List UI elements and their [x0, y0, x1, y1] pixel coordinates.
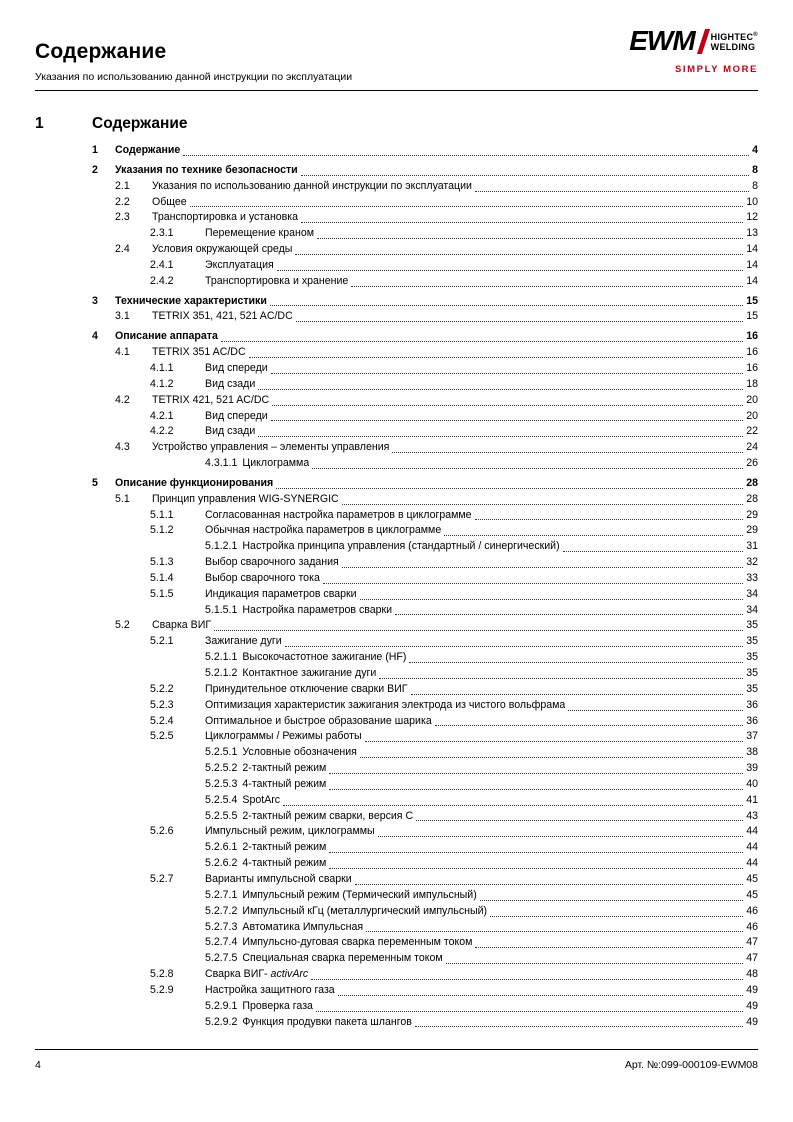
- toc-entry-page: 31: [746, 540, 758, 553]
- toc-entry-page: 18: [746, 377, 758, 390]
- dotted-leader: [392, 452, 743, 453]
- toc-entry-page: 46: [746, 920, 758, 933]
- toc-entry-page: 47: [746, 936, 758, 949]
- page-footer: [35, 1049, 758, 1071]
- toc-entry-title: Выбор сварочного тока: [205, 571, 320, 584]
- toc-entry-number: 4.1.1: [150, 361, 174, 374]
- toc-entry-page: 29: [746, 524, 758, 537]
- toc-entry-number: 5.2.5.1: [205, 746, 238, 759]
- toc-row: [92, 745, 758, 761]
- toc-entry-number: 4.1: [115, 346, 130, 359]
- toc-row: [92, 840, 758, 856]
- dotted-leader: [342, 567, 743, 568]
- toc-entry-title: Проверка газа: [242, 999, 313, 1012]
- toc-entry-title: Варианты импульсной сварки: [205, 872, 352, 885]
- toc-entry-number: 5.2.5.5: [205, 809, 238, 822]
- toc-entry-number: 5.2.5.4: [205, 793, 238, 806]
- toc-entry-title: Устройство управления – элементы управления: [152, 441, 390, 454]
- section-heading: [35, 115, 758, 133]
- toc-row: [92, 294, 758, 310]
- dotted-leader: [411, 694, 744, 695]
- toc-entry-number: 2.2: [115, 195, 130, 208]
- toc-entry-number: 5.2.7.4: [205, 936, 238, 949]
- toc-row: [92, 824, 758, 840]
- dotted-leader: [366, 931, 743, 932]
- toc-entry-page: 20: [746, 409, 758, 422]
- dotted-leader: [409, 662, 743, 663]
- registered-mark: ®: [753, 31, 758, 38]
- dotted-leader: [271, 420, 744, 421]
- footer-page-number: 4: [35, 1059, 41, 1071]
- toc-row: [92, 935, 758, 951]
- toc-entry-number: 2.4.2: [150, 274, 174, 287]
- dotted-leader: [190, 206, 744, 207]
- toc-entry-number: 5.1: [115, 492, 130, 505]
- toc-entry-title: 4-тактный режим: [242, 777, 327, 790]
- toc-entry-page: 44: [746, 825, 758, 838]
- toc-entry-page: 43: [746, 809, 758, 822]
- toc-entry-number: 5.2: [115, 619, 130, 632]
- toc-entry-page: 14: [746, 243, 758, 256]
- toc-entry-number: 5.2.6.2: [205, 857, 238, 870]
- dotted-leader: [277, 270, 743, 271]
- toc-entry-page: 13: [746, 227, 758, 240]
- toc-row: [92, 274, 758, 290]
- dotted-leader: [416, 820, 743, 821]
- dotted-leader: [295, 254, 743, 255]
- toc-row: [92, 409, 758, 425]
- toc-entry-number: 5.1.5.1: [205, 603, 238, 616]
- toc-entry-title: Вид спереди: [205, 361, 268, 374]
- logo-line1: HIGHTEC®: [710, 31, 758, 42]
- toc-entry-page: 16: [746, 346, 758, 359]
- toc-entry-page: 38: [746, 746, 758, 759]
- toc-row: [92, 210, 758, 226]
- logo-tagline: SIMPLY MORE: [674, 64, 758, 75]
- toc-entry-title: Принудительное отключение сварки ВИГ: [205, 682, 408, 695]
- toc-entry-number: 4.2.1: [150, 409, 174, 422]
- toc-row: [92, 983, 758, 999]
- toc-entry-page: 49: [746, 983, 758, 996]
- toc-entry-page: 15: [746, 294, 758, 307]
- toc-entry-page: 37: [746, 730, 758, 743]
- dotted-leader: [415, 1026, 743, 1027]
- dotted-leader: [183, 155, 749, 156]
- toc-entry-page: 15: [746, 310, 758, 323]
- logo-slash-icon: [698, 29, 706, 54]
- toc-entry-number: 5.2.3: [150, 698, 174, 711]
- toc-entry-number: 5.2.7.3: [205, 920, 238, 933]
- toc-entry-page: 14: [746, 274, 758, 287]
- toc-row: [92, 309, 758, 325]
- toc-entry-title: Циклограмма: [242, 457, 310, 470]
- toc-entry-number: 5.2.9.1: [205, 999, 238, 1012]
- dotted-leader: [475, 519, 744, 520]
- toc-row: [92, 888, 758, 904]
- ewm-logo-row: [629, 25, 758, 56]
- toc-entry-title: Специальная сварка переменным током: [242, 952, 443, 965]
- toc-row: [92, 951, 758, 967]
- toc-entry-number: 5.1.3: [150, 556, 174, 569]
- toc-entry-page: 40: [746, 777, 758, 790]
- dotted-leader: [351, 286, 743, 287]
- toc-entry-page: 12: [746, 211, 758, 224]
- toc-row: [92, 143, 758, 159]
- toc-row: [92, 682, 758, 698]
- toc-entry-page: 35: [746, 682, 758, 695]
- toc-row: [92, 793, 758, 809]
- toc-entry-page: 46: [746, 904, 758, 917]
- toc-entry-number: 5.2.7.2: [205, 904, 238, 917]
- dotted-leader: [317, 238, 743, 239]
- toc-entry-page: 49: [746, 1015, 758, 1028]
- toc-row: [92, 440, 758, 456]
- toc-row: [92, 714, 758, 730]
- toc-entry-page: 16: [746, 330, 758, 343]
- toc-entry-title: Обычная настройка параметров в циклограмме: [205, 524, 442, 537]
- page-header: [35, 0, 758, 91]
- dotted-leader: [311, 979, 743, 980]
- dotted-leader: [312, 468, 743, 469]
- toc-row: [92, 872, 758, 888]
- toc-row: [92, 920, 758, 936]
- toc-entry-number: 2: [92, 163, 98, 176]
- toc-entry-title: Вид сзади: [205, 425, 256, 438]
- toc-entry-number: 4: [92, 330, 98, 343]
- toc-entry-number: 5.2.5: [150, 730, 174, 743]
- toc-row: [92, 361, 758, 377]
- toc-entry-title: Зажигание дуги: [205, 635, 282, 648]
- dotted-leader: [329, 852, 743, 853]
- toc-entry-title: TETRIX 351 AC/DC: [152, 346, 246, 359]
- toc-entry-title: Вид спереди: [205, 409, 268, 422]
- dotted-leader: [355, 884, 744, 885]
- toc-entry-page: 48: [746, 968, 758, 981]
- toc-entry-title: Сварка ВИГ: [152, 619, 212, 632]
- footer-divider: [35, 1049, 758, 1050]
- toc-entry-number: 5.1.4: [150, 571, 174, 584]
- toc-entry-title: Импульсный режим (Термический импульсный): [242, 888, 477, 901]
- toc-entry-title: Содержание: [115, 144, 181, 156]
- header-divider: [35, 90, 758, 91]
- toc-row: [92, 393, 758, 409]
- ewm-wordmark: EWM: [629, 25, 695, 56]
- toc-entry-number: 5.2.6.1: [205, 841, 238, 854]
- toc-entry-page: 10: [746, 195, 758, 208]
- dotted-leader: [258, 436, 743, 437]
- toc-row: [92, 650, 758, 666]
- toc-entry-page: 39: [746, 762, 758, 775]
- toc-entry-title: Автоматика Импульсная: [242, 920, 364, 933]
- section-number: 1: [35, 115, 44, 132]
- dotted-leader: [296, 321, 743, 322]
- toc-entry-title: Импульсно-дуговая сварка переменным током: [242, 936, 473, 949]
- toc-entry-number: 5.2.1: [150, 635, 174, 648]
- toc-entry-title: 2-тактный режим: [242, 841, 327, 854]
- toc-entry-title: Индикация параметров сварки: [205, 587, 357, 600]
- toc-entry-page: 32: [746, 556, 758, 569]
- toc-entry-title: Настройка принципа управления (стандартный / синергический): [242, 540, 560, 553]
- dotted-leader: [480, 900, 743, 901]
- toc-entry-page: 35: [746, 635, 758, 648]
- toc-row: [92, 904, 758, 920]
- toc-entry-page: 22: [746, 425, 758, 438]
- dotted-leader: [475, 947, 743, 948]
- toc-entry-number: 5.2.1.1: [205, 651, 238, 664]
- dotted-leader: [435, 725, 743, 726]
- toc-entry-number: 5.1.2: [150, 524, 174, 537]
- dotted-leader: [249, 357, 744, 358]
- dotted-leader: [271, 373, 744, 374]
- toc-entry-page: 20: [746, 393, 758, 406]
- toc-entry-number: 5.2.2: [150, 682, 174, 695]
- toc-entry-title: Условные обозначения: [242, 746, 357, 759]
- toc-row: [92, 226, 758, 242]
- toc-entry-number: 5.2.1.2: [205, 667, 238, 679]
- dotted-leader: [329, 868, 743, 869]
- toc-entry-page: 36: [746, 714, 758, 727]
- toc-row: [92, 587, 758, 603]
- toc-row: [92, 195, 758, 211]
- toc-row: [92, 242, 758, 258]
- dotted-leader: [378, 836, 744, 837]
- toc-entry-page: 44: [746, 841, 758, 854]
- toc-entry-title: Настройка параметров сварки: [242, 603, 393, 616]
- dotted-leader: [329, 773, 743, 774]
- toc-row: [92, 508, 758, 524]
- dotted-leader: [272, 405, 743, 406]
- toc-row: [92, 618, 758, 634]
- dotted-leader: [316, 1011, 743, 1012]
- toc-row: [92, 761, 758, 777]
- toc-row: [92, 603, 758, 619]
- toc-entry-page: 29: [746, 508, 758, 521]
- section-title: Содержание: [92, 115, 188, 132]
- dotted-leader: [342, 504, 743, 505]
- dotted-leader: [214, 630, 743, 631]
- toc-row: [92, 258, 758, 274]
- toc-entry-title: Общее: [152, 195, 187, 208]
- toc-row: [92, 492, 758, 508]
- toc-entry-number: 5.2.4: [150, 714, 174, 727]
- toc-row: [92, 329, 758, 345]
- toc-entry-title: TETRIX 421, 521 AC/DC: [152, 393, 270, 406]
- toc-entry-number: 5.2.5.2: [205, 762, 238, 775]
- toc-entry-title: Выбор сварочного задания: [205, 556, 339, 569]
- dotted-leader: [360, 757, 743, 758]
- toc-entry-page: 14: [746, 258, 758, 271]
- toc-row: [92, 179, 758, 195]
- footer-row: [35, 1059, 758, 1071]
- toc-entry-title: Принцип управления WIG-SYNERGIC: [152, 492, 339, 505]
- toc-entry-number: 4.1.2: [150, 377, 174, 390]
- toc-entry-number: 1: [92, 144, 98, 156]
- toc-entry-title: Перемещение краном: [205, 227, 314, 240]
- toc-row: [92, 571, 758, 587]
- dotted-leader: [338, 995, 744, 996]
- dotted-leader: [323, 583, 743, 584]
- dotted-leader: [221, 341, 743, 342]
- toc-entry-title: Указания по использованию данной инструкции по эксплуатации: [152, 179, 472, 192]
- toc-entry-number: 2.3: [115, 211, 130, 224]
- toc-entry-title: 2-тактный режим сварки, версия C: [242, 809, 414, 822]
- toc-entry-title: Транспортировка и хранение: [205, 274, 349, 287]
- dotted-leader: [276, 488, 743, 489]
- toc-entry-title: 4-тактный режим: [242, 857, 327, 870]
- toc-entry-title: Оптимальное и быстрое образование шарика: [205, 714, 432, 727]
- toc-entry-page: 26: [746, 457, 758, 470]
- toc-entry-title: Циклограммы / Режимы работы: [205, 730, 362, 743]
- toc-entry-page: 35: [746, 651, 758, 664]
- toc-entry-title: Настройка защитного газа: [205, 983, 335, 996]
- toc-entry-page: 35: [746, 619, 758, 632]
- toc-entry-title-italic: activArc: [270, 968, 309, 981]
- header-subtitle: Указания по использованию данной инструкции по эксплуатации: [35, 71, 353, 83]
- toc-entry-page: 4: [752, 144, 758, 156]
- toc-entry-number: 3.1: [115, 310, 130, 323]
- dotted-leader: [563, 551, 744, 552]
- toc-entry-title: Импульсный режим, циклограммы: [205, 825, 375, 838]
- dotted-leader: [475, 191, 749, 192]
- toc-row: [92, 1015, 758, 1031]
- toc-entry-page: 45: [746, 888, 758, 901]
- toc-entry-number: 5.2.7.1: [205, 888, 238, 901]
- toc-row: [92, 377, 758, 393]
- toc-entry-title: Высокочастотное зажигание (HF): [242, 651, 407, 664]
- toc-entry-number: 5.1.1: [150, 508, 174, 521]
- toc-entry-title: TETRIX 351, 421, 521 AC/DC: [152, 310, 293, 323]
- toc-row: [92, 424, 758, 440]
- toc-entry-page: 35: [746, 667, 758, 679]
- dotted-leader: [301, 175, 749, 176]
- toc-entry-title: Вид сзади: [205, 377, 256, 390]
- toc-entry-number: 5.2.7.5: [205, 952, 238, 965]
- toc-row: [92, 345, 758, 361]
- toc-entry-page: 24: [746, 441, 758, 454]
- toc-entry-page: 47: [746, 952, 758, 965]
- logo-slash-bar: [697, 29, 710, 54]
- toc-row: [92, 999, 758, 1015]
- toc-entry-number: 5.2.6: [150, 825, 174, 838]
- dotted-leader: [444, 535, 743, 536]
- dotted-leader: [258, 389, 743, 390]
- toc-entry-title: Функция продувки пакета шлангов: [242, 1015, 412, 1028]
- toc-entry-page: 34: [746, 587, 758, 600]
- toc-entry-page: 49: [746, 999, 758, 1012]
- dotted-leader: [365, 741, 744, 742]
- toc-entry-number: 5.1.5: [150, 587, 174, 600]
- toc-entry-number: 2.1: [115, 179, 130, 192]
- toc-entry-title: Указания по технике безопасности: [115, 163, 298, 176]
- toc-entry-number: 5.2.8: [150, 968, 174, 981]
- toc-entry-number: 5.1.2.1: [205, 540, 238, 553]
- toc-row: [92, 698, 758, 714]
- toc-entry-number: 4.3.1.1: [205, 457, 238, 470]
- toc-entry-number: 2.4: [115, 243, 130, 256]
- toc-row: [92, 666, 758, 682]
- dotted-leader: [395, 614, 743, 615]
- toc-row: [92, 856, 758, 872]
- toc-entry-page: 45: [746, 872, 758, 885]
- dotted-leader: [379, 678, 743, 679]
- dotted-leader: [360, 599, 744, 600]
- logo-line2: WELDING: [710, 42, 756, 52]
- toc-entry-number: 5.2.7: [150, 872, 174, 885]
- dotted-leader: [568, 710, 743, 711]
- dotted-leader: [270, 305, 743, 306]
- toc-row: [92, 777, 758, 793]
- ewm-logo: [629, 25, 758, 75]
- toc-entry-page: 34: [746, 603, 758, 616]
- toc-entry-number: 2.3.1: [150, 227, 174, 240]
- dotted-leader: [490, 916, 743, 917]
- toc-entry-page: 8: [752, 179, 758, 192]
- toc-entry-page: 16: [746, 361, 758, 374]
- dotted-leader: [285, 646, 744, 647]
- toc-entry-title: Импульсный кГц (металлургический импульсный): [242, 904, 488, 917]
- logo-brand-name: [711, 30, 758, 53]
- header-title: Содержание: [35, 40, 167, 63]
- toc-entry-title: Описание аппарата: [115, 330, 218, 343]
- toc-entry-title: Условия окружающей среды: [152, 243, 293, 256]
- toc-entry-title: SpotArc: [242, 793, 281, 806]
- toc-entry-number: 5.2.5.3: [205, 777, 238, 790]
- dotted-leader: [301, 222, 743, 223]
- toc-entry-title: Сварка ВИГ- activArc: [205, 968, 309, 981]
- toc-row: [92, 539, 758, 555]
- toc-row: [92, 476, 758, 492]
- toc-entry-number: 4.2.2: [150, 425, 174, 438]
- toc-entry-title: Эксплуатация: [205, 258, 274, 271]
- toc-entry-page: 36: [746, 698, 758, 711]
- toc-entry-title: Технические характеристики: [115, 294, 267, 307]
- toc-entry-number: 5: [92, 476, 98, 489]
- toc-entry-number: 2.4.1: [150, 258, 174, 271]
- toc-list: [92, 143, 758, 1030]
- toc-entry-number: 4.2: [115, 393, 130, 406]
- footer-article-number: Арт. №:099-000109-EWM08: [624, 1059, 758, 1071]
- toc-entry-number: 4.3: [115, 441, 130, 454]
- toc-entry-title: Контактное зажигание дуги: [242, 667, 377, 679]
- toc-row: [92, 456, 758, 472]
- toc-entry-page: 33: [746, 571, 758, 584]
- toc-entry-title: Описание функционирования: [115, 476, 274, 489]
- toc-row: [92, 555, 758, 571]
- toc-entry-page: 28: [746, 492, 758, 505]
- toc-entry-page: 44: [746, 857, 758, 870]
- toc-row: [92, 809, 758, 825]
- toc-entry-number: 3: [92, 294, 98, 307]
- toc-entry-page: 41: [746, 793, 758, 806]
- toc-row: [92, 967, 758, 983]
- toc-row: [92, 163, 758, 179]
- toc-entry-title: 2-тактный режим: [242, 762, 327, 775]
- dotted-leader: [446, 963, 744, 964]
- toc-row: [92, 523, 758, 539]
- toc-row: [92, 634, 758, 650]
- toc-entry-number: 5.2.9.2: [205, 1015, 238, 1028]
- toc-row: [92, 729, 758, 745]
- toc-entry-title: Транспортировка и установка: [152, 211, 299, 224]
- toc-entry-page: 28: [746, 476, 758, 489]
- toc-entry-page: 8: [752, 163, 758, 176]
- toc-entry-title: Оптимизация характеристик зажигания электрода из чистого вольфрама: [205, 698, 566, 711]
- toc-entry-title: Согласованная настройка параметров в циклограмме: [205, 508, 472, 521]
- dotted-leader: [283, 805, 743, 806]
- toc-entry-number: 5.2.9: [150, 983, 174, 996]
- dotted-leader: [329, 789, 743, 790]
